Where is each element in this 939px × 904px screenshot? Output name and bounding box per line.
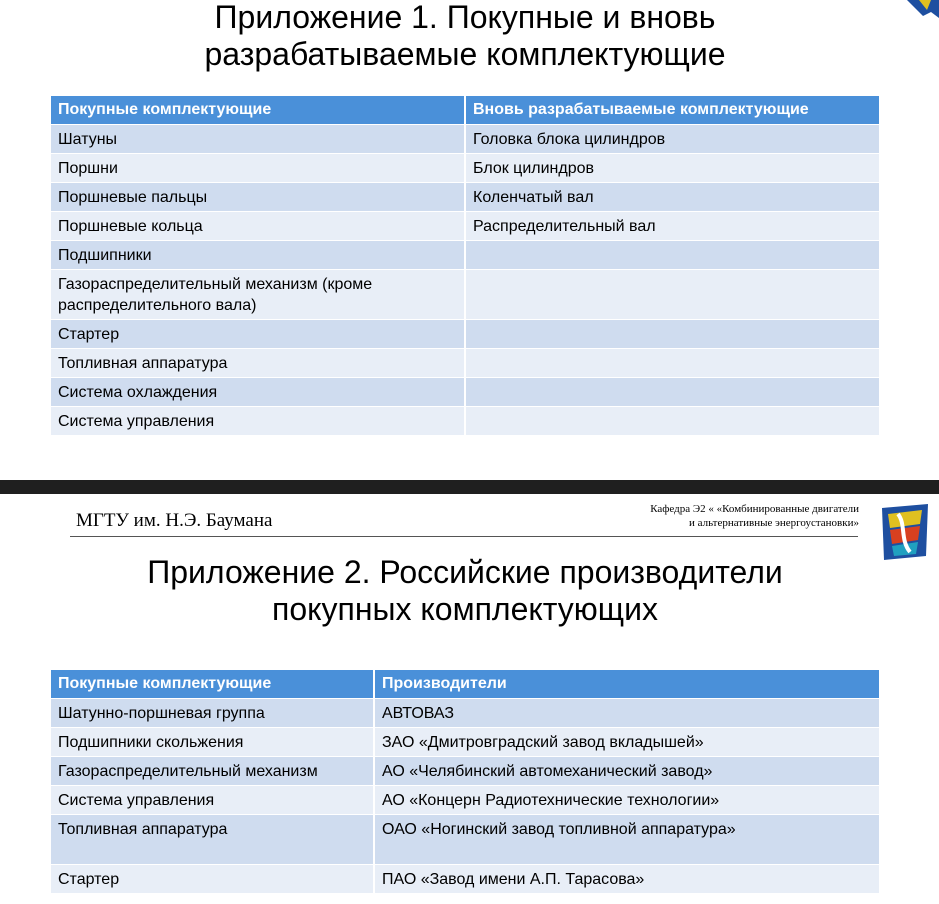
table-row [51, 320, 879, 349]
table-cell: Подшипники скольжения [51, 728, 374, 757]
slide-1-title-line-2: разрабатываемые комплектующие [204, 36, 726, 72]
table-cell: Стартер [51, 320, 465, 349]
header-rule [70, 536, 858, 537]
slide-2-title-line-1: Приложение 2. Российские производители [147, 554, 783, 590]
table-row [51, 786, 879, 815]
table-cell [465, 378, 879, 407]
table-cell: Поршни [51, 154, 465, 183]
table-row [51, 125, 879, 154]
table-cell [465, 241, 879, 270]
table-cell: Блок цилиндров [465, 154, 879, 183]
table-cell: Система управления [51, 407, 465, 436]
table-row [51, 183, 879, 212]
slide-divider [0, 480, 939, 494]
table-cell: ПАО «Завод имени А.П. Тарасова» [374, 865, 879, 894]
table-row [51, 699, 879, 728]
table-row [51, 407, 879, 436]
table-row [51, 212, 879, 241]
table-cell: Распределительный вал [465, 212, 879, 241]
table-cell: ОАО «Ногинский завод топливной аппаратура» [374, 815, 879, 865]
table-header-row [51, 96, 879, 125]
column-header: Покупные комплектующие [51, 96, 465, 125]
table-cell [465, 270, 879, 320]
table-row [51, 728, 879, 757]
table-row [51, 154, 879, 183]
slide-2-title-line-2: покупных комплектующих [272, 591, 658, 627]
slide-1-title [40, 0, 890, 73]
university-name: МГТУ им. Н.Э. Баумана [76, 510, 273, 531]
table-row [51, 349, 879, 378]
table-cell: Поршневые пальцы [51, 183, 465, 212]
department-name [559, 502, 859, 530]
table-cell: Стартер [51, 865, 374, 894]
table-cell [465, 320, 879, 349]
department-line-2: и альтернативные энергоустановки» [688, 517, 859, 529]
table-cell: Система охлаждения [51, 378, 465, 407]
table-cell: Система управления [51, 786, 374, 815]
column-header: Покупные комплектующие [51, 670, 374, 699]
slide-1-title-line-1: Приложение 1. Покупные и вновь [214, 0, 716, 35]
table-row [51, 241, 879, 270]
manufacturers-table [51, 670, 879, 893]
table-cell: Топливная аппаратура [51, 349, 465, 378]
table-cell [465, 349, 879, 378]
column-header: Вновь разрабатываемые комплектующие [465, 96, 879, 125]
table-cell: Шатунно-поршневая группа [51, 699, 374, 728]
department-line-1: Кафедра Э2 « «Комбинированные двигатели [650, 503, 859, 515]
table-cell: АО «Концерн Радиотехнические технологии» [374, 786, 879, 815]
table-cell: Топливная аппаратура [51, 815, 374, 865]
table-cell: Головка блока цилиндров [465, 125, 879, 154]
table-header-row [51, 670, 879, 699]
column-header: Производители [374, 670, 879, 699]
table-cell: АВТОВАЗ [374, 699, 879, 728]
table-row [51, 757, 879, 786]
table-row [51, 865, 879, 894]
table-cell [465, 407, 879, 436]
slide-2-title [40, 554, 890, 628]
table-cell: Коленчатый вал [465, 183, 879, 212]
table-cell: Поршневые кольца [51, 212, 465, 241]
table-cell: Газораспределительный механизм [51, 757, 374, 786]
table-cell: АО «Челябинский автомеханический завод» [374, 757, 879, 786]
components-table [51, 96, 879, 435]
table-cell: Подшипники [51, 241, 465, 270]
table-row [51, 270, 879, 320]
table-cell: Газораспределительный механизм (кроме распределительного вала) [51, 270, 465, 320]
slide-2 [0, 494, 939, 904]
table-cell: Шатуны [51, 125, 465, 154]
table-cell: ЗАО «Дмитровградский завод вкладышей» [374, 728, 879, 757]
table-row [51, 378, 879, 407]
table-row [51, 815, 879, 865]
